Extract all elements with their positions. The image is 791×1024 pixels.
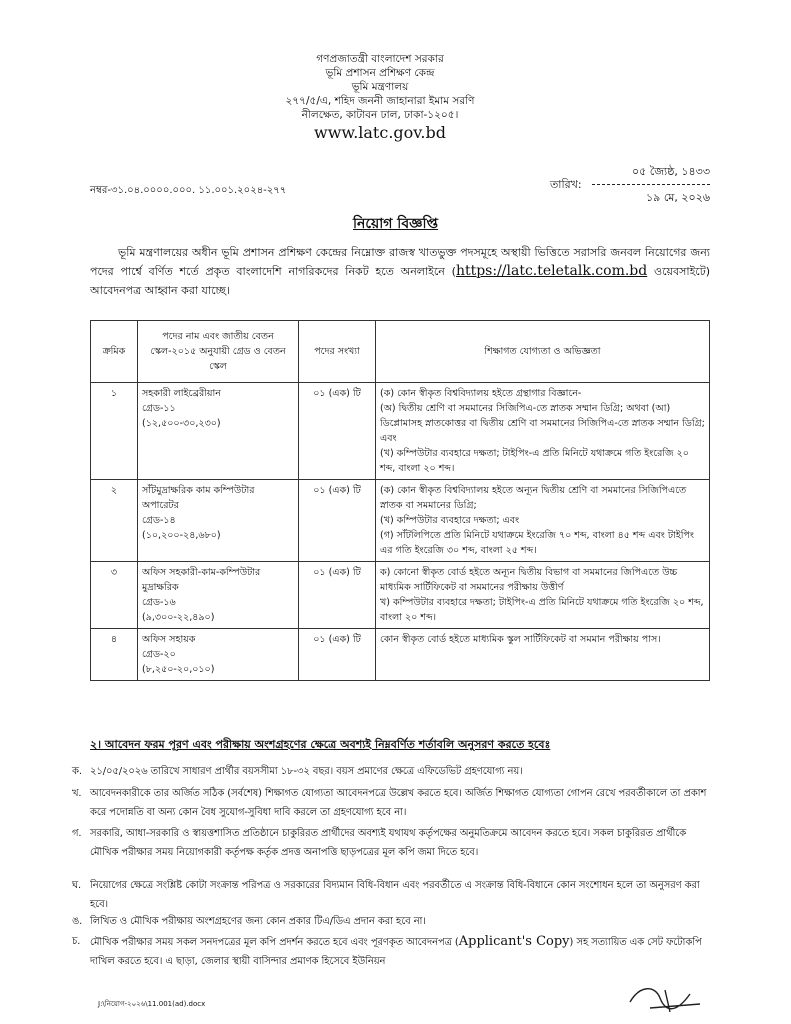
header-website: www.latc.gov.bd	[314, 123, 446, 142]
condition-text: মৌখিক পরীক্ষার সময় সকল সনদপত্রের মূল কপি প্রদর্শন করতে হবে এবং পূরণকৃত আবেদনপত্র (	[90, 937, 459, 948]
qual-line: (ক) কোন স্বীকৃত বিশ্ববিদ্যালয় হইতে গ্রন্থাগার বিজ্ঞানে-	[380, 388, 582, 399]
date-block	[592, 163, 710, 208]
condition-marker: ঙ.	[72, 916, 83, 927]
header-line: গণপ্রজাতন্ত্রী বাংলাদেশ সরকার	[316, 53, 444, 65]
post-name: সাঁটমুদ্রাক্ষরিক কাম কম্পিউটার অপারেটর	[142, 485, 255, 511]
memo-number: নম্বর-৩১.০৪.০০০০.০০০. ১১.০০১.২০২৪-২৭৭	[90, 185, 287, 196]
file-path: J:\নিয়োগ-২০২৬\11.001(ad).docx	[98, 1000, 206, 1008]
condition-text: নিয়োগের ক্ষেত্রে সংশ্লিষ্ট কোটা সংক্রান্ত পরিপত্র ও সরকারের বিদ্যমান বিধি-বিধান এবং পরবর্তীতে এ সংক্রান্ত বিধি-বিধানে কোন সংশোধন হলে তা অনুসরণ করা হবে।	[90, 880, 700, 910]
posts-table	[90, 320, 710, 681]
row-post	[138, 629, 299, 681]
row-serial: ১	[91, 383, 138, 480]
row-serial: ৪	[91, 629, 138, 681]
page-title: নিয়োগ বিজ্ঞপ্তি	[352, 216, 439, 232]
qual-line: কোন স্বীকৃত বোর্ড হইতে মাধ্যমিক স্কুল সার্টিফিকেট বা সমমান পরীক্ষায় পাস।	[380, 634, 661, 645]
qual-line: ক) কোনো স্বীকৃত বোর্ড হইতে অন্যূন দ্বিতীয় বিভাগ বা সমমানের জিপিএতে উচ্চ মাধ্যমিক সার্টিফিকেট বা সমমানের পরীক্ষায় উত্তীর্ণ	[380, 567, 678, 593]
intro-paragraph	[90, 243, 710, 300]
table-row	[91, 629, 710, 681]
header-line: ভূমি প্রশাসন প্রশিক্ষণ কেন্দ্র	[325, 67, 435, 79]
header-line: ২৭৭/৫/এ, শহিদ জননী জাহানারা ইমাম সরণি	[285, 95, 475, 107]
row-qualification	[376, 562, 710, 629]
row-count: ০১ (এক) টি	[299, 562, 376, 629]
condition-marker: চ.	[72, 936, 81, 947]
condition-text: ) সহ সত্যায়িত এক সেট ফটোকপি দাখিল করতে হবে। এ ছাড়া, জেলার স্থায়ী বাসিন্দার প্রমাণক হিসেবে ইউনিয়ন	[90, 937, 702, 967]
condition-marker: খ.	[72, 788, 82, 799]
row-count: ০১ (এক) টি	[299, 383, 376, 480]
post-grade: গ্রেড-১৪	[142, 515, 176, 526]
row-count: ০১ (এক) টি	[299, 629, 376, 681]
qual-line: (অ) দ্বিতীয় শ্রেণি বা সমমানের সিজিপিএ-তে স্নাতক সম্মান ডিগ্রি; অথবা (আ) ডিপ্লোমাসহ স্নাতকোত্তর বা দ্বিতীয় শ্রেণি বা সমমানের সিজিপিএ-তে স্নাতক সম্মান ডিগ্রি; এবং	[380, 403, 705, 444]
post-scale: (৮,২৫০-২০,০১০)	[142, 664, 215, 675]
intro-text-2: ওয়েবসাইটে) আবেদনপত্র আহ্বান করা যাচ্ছে।	[90, 265, 710, 297]
condition-text: ২১/০৫/২০২৬ তারিখে সাধারণ প্রার্থীর বয়সসীমা ১৮-৩২ বছর। বয়স প্রমাণের ক্ষেত্রে এফিডেভিট গ্রহণযোগ্য নয়।	[90, 766, 523, 777]
signature-icon	[620, 980, 710, 1020]
row-post	[138, 383, 299, 480]
office-header	[200, 52, 560, 140]
post-scale: (৯,৩০০-২২,৪৯০)	[142, 612, 215, 623]
post-name: সহকারী লাইব্রেরীয়ান	[142, 388, 221, 399]
post-grade: গ্রেড-১৬	[142, 597, 176, 608]
date-label: তারিখ:	[550, 178, 582, 191]
qual-line: খ) কম্পিউটার ব্যবহারে দক্ষতা; টাইপিং-এ প্রতি মিনিটে যথাক্রমে গতি ইংরেজি ২০ শব্দ, বাংলা ২০ শব্দ।	[380, 597, 704, 623]
row-serial: ২	[91, 480, 138, 562]
condition-marker: ক.	[72, 766, 82, 777]
header-serial: ক্রমিক	[91, 321, 138, 383]
row-post	[138, 480, 299, 562]
table-row	[91, 480, 710, 562]
condition-text: লিখিত ও মৌখিক পরীক্ষায় অংশগ্রহণের জন্য কোন প্রকার টিএ/ডিএ প্রদান করা হবে না।	[90, 916, 426, 927]
date-english: ১৯ মে, ২০২৬	[646, 191, 710, 204]
row-qualification	[376, 629, 710, 681]
row-post	[138, 562, 299, 629]
condition-text: সরকারি, আধা-সরকারি ও স্বায়ত্তশাসিত প্রতিষ্ঠানে চাকুরিরত প্রার্থীদের অবশ্যই যথাযথ কর্তৃপক্ষের অনুমতিক্রমে আবেদন করতে হবে। সকল চাকুরিরত প্রার্থীকে মৌখিক পরীক্ষার সময় নিয়োগকারী কর্তৃপক্ষ কর্তৃক প্রদত্ত অনাপত্তি ছাড়পত্রের মূল কপি জমা দিতে হবে।	[90, 828, 687, 858]
condition-item	[72, 762, 710, 781]
row-qualification	[376, 383, 710, 480]
qual-line: (খ) কম্পিউটার ব্যবহারে দক্ষতা; টাইপিং-এ প্রতি মিনিটে যথাক্রমে গতি ইংরেজি ২০ শব্দ, বাংলা ২০ শব্দ।	[380, 448, 689, 474]
condition-text: আবেদনকারীকে তার অর্জিত সঠিক (সর্বশেষ) শিক্ষাগত যোগ্যতা আবেদনপত্রে উল্লেখ করতে হবে। অর্জিত শিক্ষাগত যোগ্যতা গোপন রেখে পরবর্তীকালে তা প্রকাশ করে পদোন্নতি বা অন্য কোন বৈধ সুযোগ-সুবিধা দাবি করলে তা গ্রহণযোগ্য হবে না।	[90, 788, 707, 818]
condition-item	[72, 912, 710, 931]
header-line: ভূমি মন্ত্রণালয়	[351, 81, 409, 93]
teletalk-link[interactable]: https://latc.teletalk.com.bd	[455, 263, 648, 279]
table-header-row	[91, 321, 710, 383]
date-divider	[592, 184, 710, 185]
post-scale: (১২,৫০০-৩০,২৩০)	[142, 418, 221, 429]
section-2-heading: ২। আবেদন ফরম পূরণ এবং পরীক্ষায় অংশগ্রহণের ক্ষেত্রে অবশ্যই নিম্নবর্ণিত শর্তাবলি অনুসরণ করতে হবেঃ	[90, 738, 551, 751]
intro-text-1: ভূমি মন্ত্রণালয়ের অধীন ভূমি প্রশাসন প্রশিক্ষণ কেন্দ্রের নিম্নোক্ত রাজস্ব খাতভুক্ত পদসমূহে অস্থায়ী ভিত্তিতে সরাসরি জনবল নিয়োগের জন্য পদের পার্শ্বে বর্ণিত শর্তে প্রকৃত বাংলাদেশি নাগরিকদের নিকট হতে অনলাইনে (	[90, 246, 710, 278]
post-grade: গ্রেড-২০	[142, 649, 176, 660]
date-bangla: ০৫ জ্যৈষ্ঠ, ১৪৩৩	[631, 165, 710, 178]
post-name: অফিস সহায়ক	[142, 634, 196, 645]
table-row	[91, 562, 710, 629]
condition-marker: ঘ.	[72, 880, 82, 891]
post-grade: গ্রেড-১১	[142, 403, 176, 414]
qual-line: (গ) সাঁটলিপিতে প্রতি মিনিটে যথাক্রমে ইংরেজি ৭০ শব্দ, বাংলা ৪৫ শব্দ এবং টাইপিং এর গতি ইংরেজি ৩০ শব্দ, বাংলা ২৫ শব্দ।	[380, 530, 694, 556]
header-count: পদের সংখ্যা	[299, 321, 376, 383]
condition-item	[72, 824, 710, 862]
table-row	[91, 383, 710, 480]
applicant-copy-text: Applicant's Copy	[458, 934, 570, 949]
condition-marker: গ.	[72, 828, 82, 839]
header-qualification: শিক্ষাগত যোগ্যতা ও অভিজ্ঞতা	[376, 321, 710, 383]
condition-item	[72, 876, 710, 914]
header-line: নীলক্ষেত, কাটাবন ঢাল, ঢাকা-১২০৫।	[301, 109, 459, 121]
header-post: পদের নাম এবং জাতীয় বেতন স্কেল-২০১৫ অনুযায়ী গ্রেড ও বেতন স্কেল	[138, 321, 299, 383]
qual-line: (ক) কোন স্বীকৃত বিশ্ববিদ্যালয় হইতে অন্যূন দ্বিতীয় শ্রেণি বা সমমানের সিজিপিএতে স্নাতক বা সমমানের ডিগ্রি;	[380, 485, 687, 511]
post-scale: (১০,২০০-২৪,৬৮০)	[142, 530, 221, 541]
row-serial: ৩	[91, 562, 138, 629]
condition-item	[72, 784, 710, 822]
post-name: অফিস সহকারী-কাম-কম্পিউটার মুদ্রাক্ষরিক	[142, 567, 261, 593]
condition-item	[72, 932, 710, 971]
qual-line: (খ) কম্পিউটার ব্যবহারে দক্ষতা; এবং	[380, 515, 520, 526]
row-count: ০১ (এক) টি	[299, 480, 376, 562]
row-qualification	[376, 480, 710, 562]
